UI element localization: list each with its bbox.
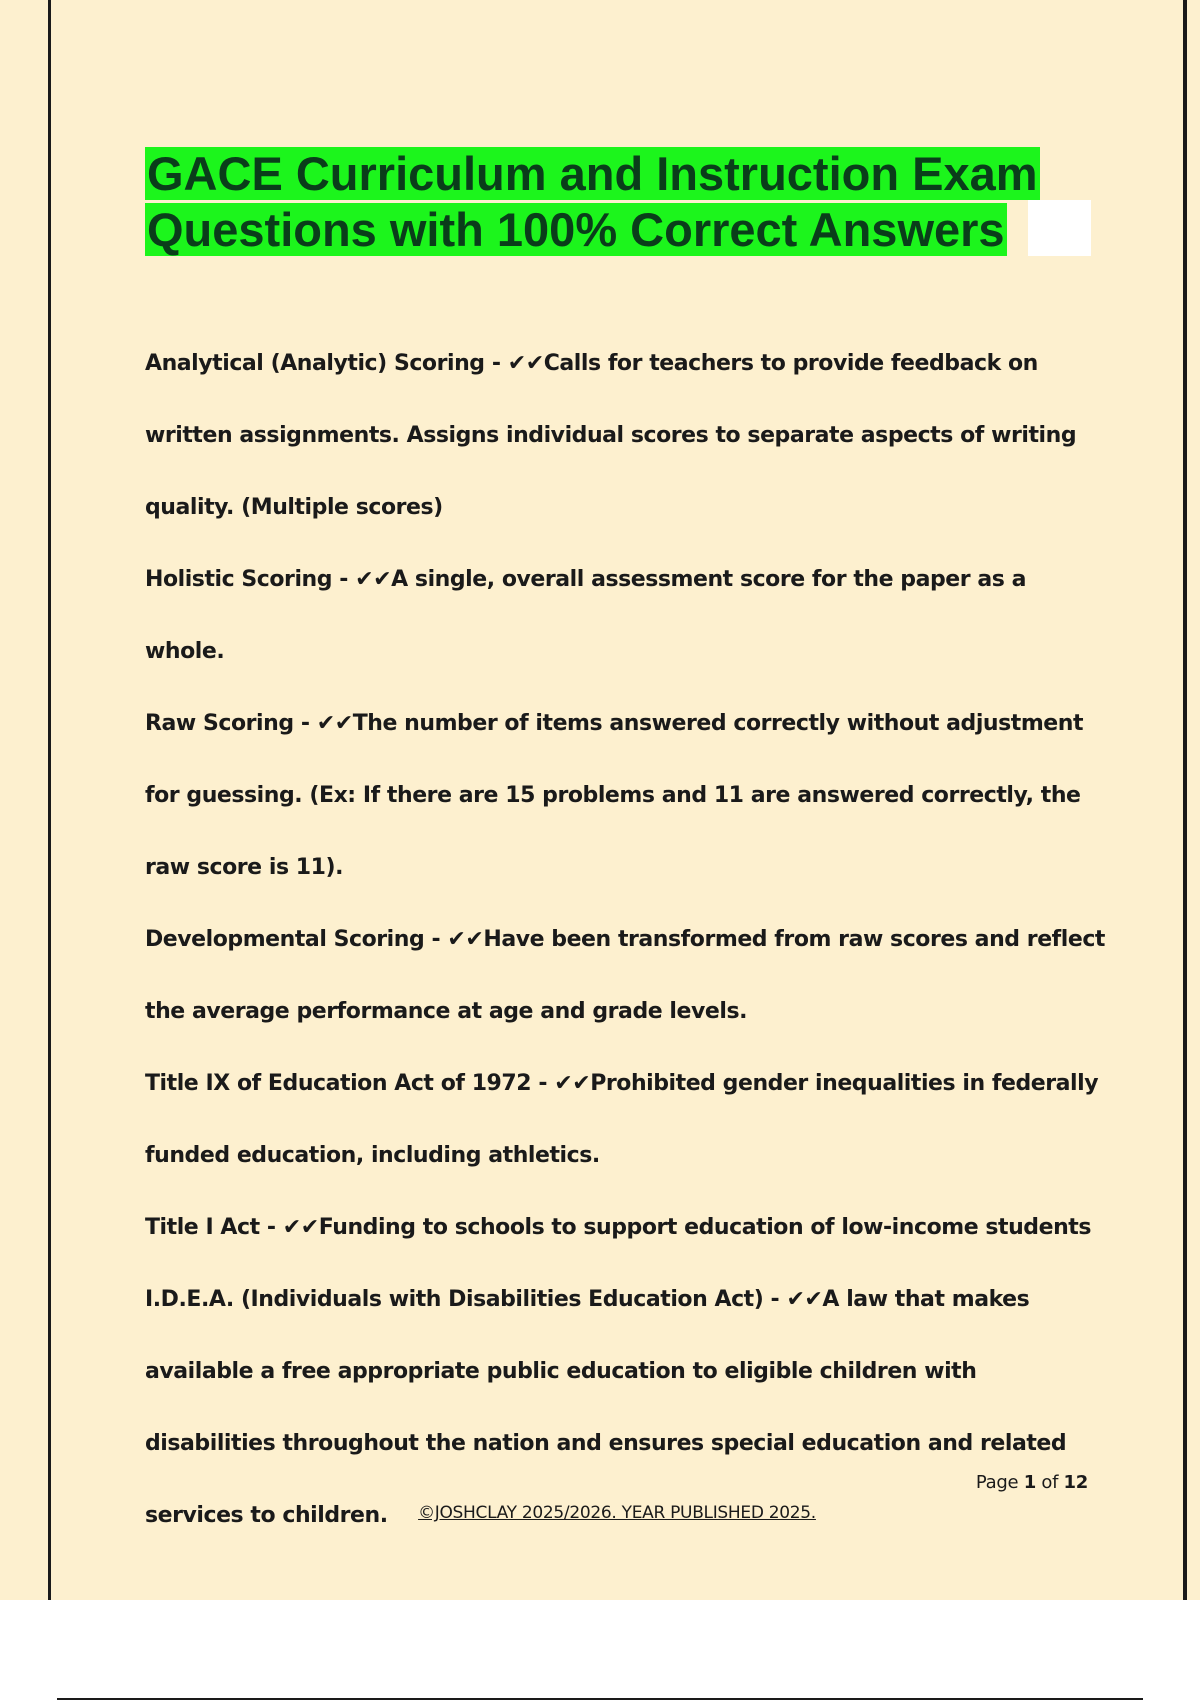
entry-definition: Prohibited gender inequalities in federally funded education, including athletics. bbox=[145, 1071, 1099, 1168]
entry-term: Title I Act bbox=[145, 1215, 260, 1240]
entry-separator: - bbox=[531, 1071, 555, 1096]
qa-entry bbox=[145, 544, 1105, 688]
entry-definition: The number of items answered correctly without adjustment for guessing. (Ex: If there are 15 problems and 11 are answered correctly, the raw score is 11). bbox=[145, 711, 1084, 880]
page-of: of bbox=[1041, 1472, 1059, 1493]
qa-entry bbox=[145, 688, 1105, 904]
entry-term: Developmental Scoring bbox=[145, 927, 425, 952]
title-line-2: Questions with 100% Correct Answers bbox=[147, 203, 1005, 256]
page-total: 12 bbox=[1063, 1472, 1088, 1493]
entry-definition: Have been transformed from raw scores and reflect the average performance at age and grade levels. bbox=[145, 927, 1106, 1024]
entry-definition: A single, overall assessment score for the paper as a whole. bbox=[145, 567, 1026, 664]
qa-entry bbox=[145, 904, 1105, 1048]
entry-definition: Calls for teachers to provide feedback on written assignments. Assigns individual scores to separate aspects of writing quality. (Multiple scores) bbox=[145, 351, 1077, 520]
page-label: Page bbox=[975, 1472, 1019, 1493]
entry-definition: A law that makes available a free appropriate public education to eligible children with disabilities throughout the nation and ensures special education and related services to children. bbox=[145, 1287, 1067, 1528]
qa-entry bbox=[145, 328, 1105, 544]
title-line-1: GACE Curriculum and Instruction Exam bbox=[147, 147, 1038, 200]
entry-term: Title IX of Education Act of 1972 bbox=[145, 1071, 532, 1096]
page-number bbox=[900, 1472, 1088, 1493]
page-border-left bbox=[48, 0, 51, 1600]
entry-term: Holistic Scoring bbox=[145, 567, 333, 592]
entry-term: Raw Scoring bbox=[145, 711, 294, 736]
page-current: 1 bbox=[1023, 1472, 1036, 1493]
entry-separator: - bbox=[332, 567, 356, 592]
entry-term: I.D.E.A. (Individuals with Disabilities Education Act) bbox=[145, 1287, 764, 1312]
double-check-icon: ✔✔ bbox=[316, 711, 353, 736]
entry-separator: - bbox=[259, 1215, 283, 1240]
qa-entry bbox=[145, 1192, 1105, 1264]
double-check-icon: ✔✔ bbox=[447, 927, 484, 952]
copyright-footer: ©JOSHCLAY 2025/2026. YEAR PUBLISHED 2025. bbox=[418, 1503, 816, 1523]
entry-term: Analytical (Analytic) Scoring bbox=[145, 351, 485, 376]
entry-separator: - bbox=[424, 927, 448, 952]
double-check-icon: ✔✔ bbox=[554, 1071, 591, 1096]
double-check-icon: ✔✔ bbox=[355, 567, 392, 592]
double-check-icon: ✔✔ bbox=[282, 1215, 319, 1240]
entry-separator: - bbox=[293, 711, 317, 736]
double-check-icon: ✔✔ bbox=[786, 1287, 823, 1312]
entry-separator: - bbox=[763, 1287, 787, 1312]
document-title bbox=[145, 146, 1091, 258]
entry-separator: - bbox=[484, 351, 508, 376]
qa-entry bbox=[145, 1048, 1105, 1192]
qa-list bbox=[145, 328, 1105, 1552]
page-border-right bbox=[1183, 0, 1187, 1600]
double-check-icon: ✔✔ bbox=[507, 351, 544, 376]
entry-definition: Funding to schools to support education of low-income students bbox=[318, 1215, 1092, 1240]
